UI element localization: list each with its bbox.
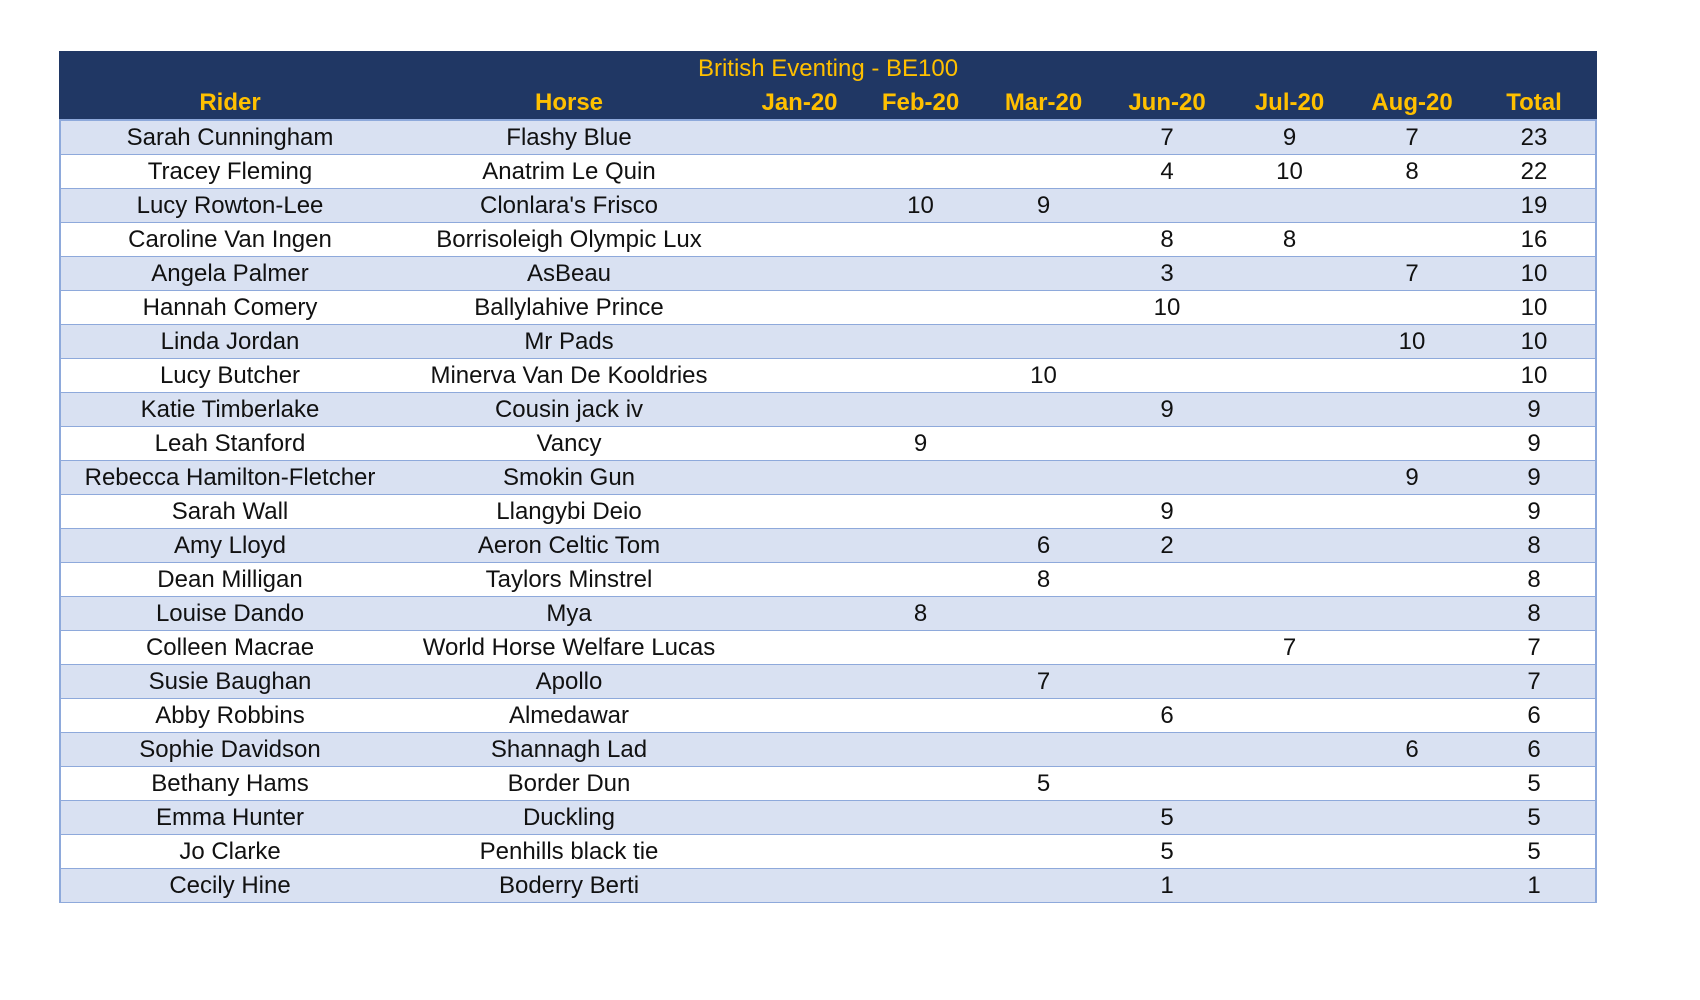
rider-cell: Susie Baughan [60,665,399,699]
jun-20-cell: 9 [1106,495,1228,529]
mar-20-cell: 7 [981,665,1106,699]
jun-20-cell [1106,563,1228,597]
aug-20-cell [1351,223,1473,257]
mar-20-cell [981,733,1106,767]
horse-cell: Duckling [399,801,739,835]
aug-20-cell: 7 [1351,120,1473,155]
table-row [60,631,1596,665]
jan-20-cell [739,563,860,597]
horse-cell: Penhills black tie [399,835,739,869]
table-row [60,767,1596,801]
jun-20-cell [1106,189,1228,223]
mar-20-cell [981,427,1106,461]
column-header-mar-20: Mar-20 [981,85,1106,120]
jul-20-cell [1228,291,1351,325]
feb-20-cell [860,155,981,189]
jan-20-cell [739,461,860,495]
table-row [60,665,1596,699]
table-title: British Eventing - BE100 [60,52,1596,85]
aug-20-cell [1351,699,1473,733]
total-cell: 1 [1473,869,1596,903]
jul-20-cell [1228,393,1351,427]
aug-20-cell: 9 [1351,461,1473,495]
horse-cell: Mya [399,597,739,631]
total-cell: 5 [1473,801,1596,835]
jan-20-cell [739,393,860,427]
mar-20-cell: 9 [981,189,1106,223]
table-row [60,801,1596,835]
horse-cell: Smokin Gun [399,461,739,495]
aug-20-cell [1351,359,1473,393]
table-row [60,325,1596,359]
mar-20-cell [981,325,1106,359]
jul-20-cell [1228,189,1351,223]
jan-20-cell [739,223,860,257]
table-row [60,189,1596,223]
horse-cell: Ballylahive Prince [399,291,739,325]
table-row [60,869,1596,903]
feb-20-cell: 8 [860,597,981,631]
column-header-row [60,85,1596,120]
aug-20-cell [1351,495,1473,529]
total-cell: 10 [1473,325,1596,359]
rider-cell: Tracey Fleming [60,155,399,189]
aug-20-cell [1351,835,1473,869]
jun-20-cell: 10 [1106,291,1228,325]
column-header-total: Total [1473,85,1596,120]
horse-cell: Almedawar [399,699,739,733]
horse-cell: Borrisoleigh Olympic Lux [399,223,739,257]
jul-20-cell: 10 [1228,155,1351,189]
aug-20-cell: 8 [1351,155,1473,189]
jun-20-cell [1106,325,1228,359]
aug-20-cell [1351,801,1473,835]
rider-cell: Dean Milligan [60,563,399,597]
jul-20-cell [1228,665,1351,699]
feb-20-cell: 9 [860,427,981,461]
column-header-jan-20: Jan-20 [739,85,860,120]
feb-20-cell [860,393,981,427]
jan-20-cell [739,291,860,325]
jun-20-cell [1106,665,1228,699]
rider-cell: Caroline Van Ingen [60,223,399,257]
horse-cell: Mr Pads [399,325,739,359]
feb-20-cell [860,325,981,359]
rider-cell: Amy Lloyd [60,529,399,563]
jul-20-cell [1228,801,1351,835]
jan-20-cell [739,835,860,869]
mar-20-cell [981,223,1106,257]
aug-20-cell [1351,869,1473,903]
results-table [59,51,1597,903]
rider-cell: Katie Timberlake [60,393,399,427]
jan-20-cell [739,665,860,699]
total-cell: 5 [1473,835,1596,869]
mar-20-cell [981,393,1106,427]
jul-20-cell: 8 [1228,223,1351,257]
total-cell: 7 [1473,631,1596,665]
feb-20-cell [860,733,981,767]
mar-20-cell [981,155,1106,189]
rider-cell: Abby Robbins [60,699,399,733]
feb-20-cell [860,291,981,325]
rider-cell: Sophie Davidson [60,733,399,767]
table-row [60,495,1596,529]
horse-cell: Llangybi Deio [399,495,739,529]
feb-20-cell [860,120,981,155]
jul-20-cell [1228,325,1351,359]
jun-20-cell [1106,733,1228,767]
rider-cell: Emma Hunter [60,801,399,835]
aug-20-cell [1351,597,1473,631]
jul-20-cell [1228,869,1351,903]
rider-cell: Sarah Wall [60,495,399,529]
jun-20-cell [1106,597,1228,631]
horse-cell: Aeron Celtic Tom [399,529,739,563]
jan-20-cell [739,733,860,767]
jan-20-cell [739,699,860,733]
aug-20-cell: 10 [1351,325,1473,359]
table-row [60,597,1596,631]
jul-20-cell [1228,461,1351,495]
feb-20-cell [860,835,981,869]
jan-20-cell [739,359,860,393]
table-row [60,835,1596,869]
horse-cell: Minerva Van De Kooldries [399,359,739,393]
feb-20-cell [860,869,981,903]
jul-20-cell [1228,699,1351,733]
total-cell: 9 [1473,393,1596,427]
jun-20-cell [1106,631,1228,665]
rider-cell: Hannah Comery [60,291,399,325]
jun-20-cell [1106,427,1228,461]
mar-20-cell [981,461,1106,495]
rider-cell: Cecily Hine [60,869,399,903]
total-cell: 23 [1473,120,1596,155]
feb-20-cell [860,631,981,665]
table-row [60,223,1596,257]
aug-20-cell [1351,529,1473,563]
feb-20-cell [860,223,981,257]
horse-cell: Cousin jack iv [399,393,739,427]
feb-20-cell [860,767,981,801]
table-row [60,699,1596,733]
jul-20-cell [1228,733,1351,767]
total-cell: 8 [1473,529,1596,563]
jan-20-cell [739,325,860,359]
column-header-jul-20: Jul-20 [1228,85,1351,120]
feb-20-cell [860,801,981,835]
rider-cell: Rebecca Hamilton-Fletcher [60,461,399,495]
jan-20-cell [739,767,860,801]
jan-20-cell [739,529,860,563]
jun-20-cell: 7 [1106,120,1228,155]
horse-cell: Clonlara's Frisco [399,189,739,223]
aug-20-cell: 6 [1351,733,1473,767]
total-cell: 6 [1473,699,1596,733]
jul-20-cell [1228,495,1351,529]
jun-20-cell: 9 [1106,393,1228,427]
jan-20-cell [739,155,860,189]
rider-cell: Sarah Cunningham [60,120,399,155]
horse-cell: World Horse Welfare Lucas [399,631,739,665]
aug-20-cell [1351,563,1473,597]
horse-cell: AsBeau [399,257,739,291]
jun-20-cell: 6 [1106,699,1228,733]
total-cell: 8 [1473,597,1596,631]
total-cell: 22 [1473,155,1596,189]
aug-20-cell [1351,767,1473,801]
jan-20-cell [739,869,860,903]
table-row [60,393,1596,427]
feb-20-cell [860,529,981,563]
horse-cell: Anatrim Le Quin [399,155,739,189]
horse-cell: Vancy [399,427,739,461]
mar-20-cell [981,257,1106,291]
rider-cell: Jo Clarke [60,835,399,869]
table-row [60,120,1596,155]
jun-20-cell: 3 [1106,257,1228,291]
horse-cell: Taylors Minstrel [399,563,739,597]
horse-cell: Border Dun [399,767,739,801]
feb-20-cell [860,461,981,495]
mar-20-cell [981,801,1106,835]
column-header-rider: Rider [60,85,399,120]
mar-20-cell [981,869,1106,903]
jul-20-cell [1228,767,1351,801]
table-row [60,359,1596,393]
horse-cell: Apollo [399,665,739,699]
aug-20-cell: 7 [1351,257,1473,291]
table-row [60,155,1596,189]
jan-20-cell [739,801,860,835]
aug-20-cell [1351,427,1473,461]
jul-20-cell [1228,835,1351,869]
aug-20-cell [1351,291,1473,325]
mar-20-cell: 6 [981,529,1106,563]
total-cell: 9 [1473,461,1596,495]
total-cell: 6 [1473,733,1596,767]
jan-20-cell [739,495,860,529]
feb-20-cell [860,257,981,291]
jul-20-cell [1228,529,1351,563]
horse-cell: Shannagh Lad [399,733,739,767]
total-cell: 9 [1473,495,1596,529]
rider-cell: Louise Dando [60,597,399,631]
table-body [60,120,1596,903]
total-cell: 19 [1473,189,1596,223]
column-header-feb-20: Feb-20 [860,85,981,120]
table-row [60,563,1596,597]
jul-20-cell [1228,563,1351,597]
jul-20-cell [1228,257,1351,291]
rider-cell: Lucy Butcher [60,359,399,393]
rider-cell: Lucy Rowton-Lee [60,189,399,223]
aug-20-cell [1351,631,1473,665]
total-cell: 10 [1473,359,1596,393]
mar-20-cell [981,291,1106,325]
mar-20-cell [981,120,1106,155]
jun-20-cell: 4 [1106,155,1228,189]
rider-cell: Bethany Hams [60,767,399,801]
jun-20-cell: 5 [1106,835,1228,869]
table-row [60,291,1596,325]
total-cell: 10 [1473,291,1596,325]
aug-20-cell [1351,189,1473,223]
rider-cell: Leah Stanford [60,427,399,461]
table-row [60,461,1596,495]
total-cell: 8 [1473,563,1596,597]
total-cell: 9 [1473,427,1596,461]
horse-cell: Flashy Blue [399,120,739,155]
total-cell: 10 [1473,257,1596,291]
table-row [60,257,1596,291]
mar-20-cell: 5 [981,767,1106,801]
mar-20-cell [981,597,1106,631]
rider-cell: Colleen Macrae [60,631,399,665]
total-cell: 5 [1473,767,1596,801]
mar-20-cell [981,699,1106,733]
mar-20-cell [981,835,1106,869]
column-header-horse: Horse [399,85,739,120]
jan-20-cell [739,189,860,223]
feb-20-cell: 10 [860,189,981,223]
total-cell: 16 [1473,223,1596,257]
aug-20-cell [1351,393,1473,427]
jun-20-cell [1106,767,1228,801]
jun-20-cell: 5 [1106,801,1228,835]
jul-20-cell: 9 [1228,120,1351,155]
column-header-jun-20: Jun-20 [1106,85,1228,120]
aug-20-cell [1351,665,1473,699]
mar-20-cell [981,495,1106,529]
rider-cell: Linda Jordan [60,325,399,359]
feb-20-cell [860,495,981,529]
jan-20-cell [739,427,860,461]
jun-20-cell [1106,461,1228,495]
mar-20-cell [981,631,1106,665]
table-row [60,733,1596,767]
rider-cell: Angela Palmer [60,257,399,291]
jul-20-cell [1228,427,1351,461]
jul-20-cell [1228,359,1351,393]
jan-20-cell [739,631,860,665]
mar-20-cell: 8 [981,563,1106,597]
horse-cell: Boderry Berti [399,869,739,903]
jul-20-cell: 7 [1228,631,1351,665]
jun-20-cell: 1 [1106,869,1228,903]
table-row [60,427,1596,461]
table-row [60,529,1596,563]
jan-20-cell [739,597,860,631]
jan-20-cell [739,257,860,291]
feb-20-cell [860,699,981,733]
jun-20-cell: 2 [1106,529,1228,563]
feb-20-cell [860,665,981,699]
total-cell: 7 [1473,665,1596,699]
jun-20-cell [1106,359,1228,393]
jul-20-cell [1228,597,1351,631]
jun-20-cell: 8 [1106,223,1228,257]
column-header-aug-20: Aug-20 [1351,85,1473,120]
feb-20-cell [860,563,981,597]
jan-20-cell [739,120,860,155]
mar-20-cell: 10 [981,359,1106,393]
feb-20-cell [860,359,981,393]
